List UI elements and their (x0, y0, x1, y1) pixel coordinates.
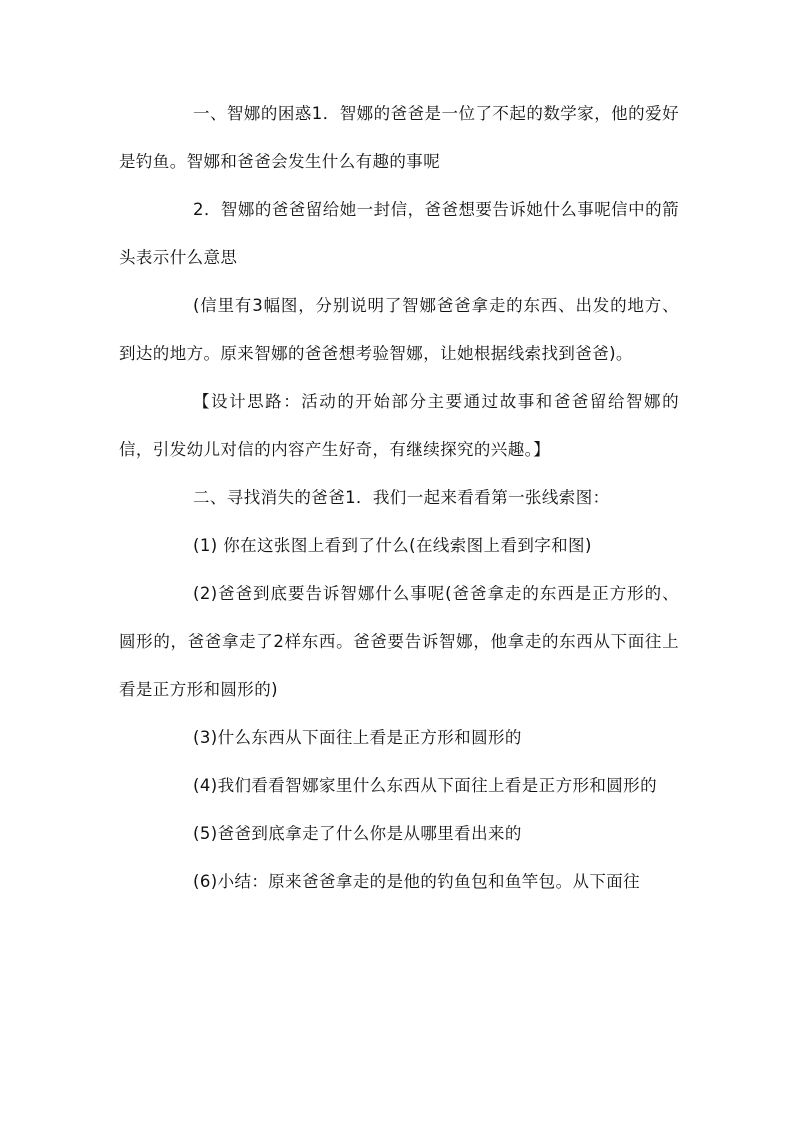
paragraph-design-rationale: 【设计思路：活动的开始部分主要通过故事和爸爸留给智娜的信，引发幼儿对信的内容产生好奇，有继续探究的兴趣。】 (119, 392, 679, 459)
paragraph-summary-6: (6)小结：原来爸爸拿走的是他的钓鱼包和鱼竿包。从下面往 (193, 872, 641, 891)
paragraph-question-5: (5)爸爸到底拿走了什么你是从哪里看出来的 (193, 824, 522, 843)
paragraph-section-two-heading: 二、寻找消失的爸爸1．我们一起来看看第一张线索图： (193, 488, 610, 507)
paragraph-letter-explanation: (信里有3幅图，分别说明了智娜爸爸拿走的东西、出发的地方、到达的地方。原来智娜的爸爸想考验智娜，让她根据线索找到爸爸)。 (119, 296, 679, 363)
document-body (119, 90, 679, 906)
paragraph-intro-confusion: 一、智娜的困惑1．智娜的爸爸是一位了不起的数学家，他的爱好是钓鱼。智娜和爸爸会发生什么有趣的事呢 (119, 104, 679, 171)
paragraph-question-3: (3)什么东西从下面往上看是正方形和圆形的 (193, 728, 522, 747)
paragraph-question-1: (1) 你在这张图上看到了什么(在线索图上看到字和图) (193, 536, 592, 555)
paragraph-question-4: (4)我们看看智娜家里什么东西从下面往上看是正方形和圆形的 (193, 776, 657, 795)
paragraph-question-2: (2)爸爸到底要告诉智娜什么事呢(爸爸拿走的东西是正方形的、圆形的，爸爸拿走了2样东西。爸爸要告诉智娜，他拿走的东西从下面往上看是正方形和圆形的) (119, 584, 679, 699)
paragraph-letter-question: 2．智娜的爸爸留给她一封信，爸爸想要告诉她什么事呢信中的箭头表示什么意思 (119, 200, 679, 267)
